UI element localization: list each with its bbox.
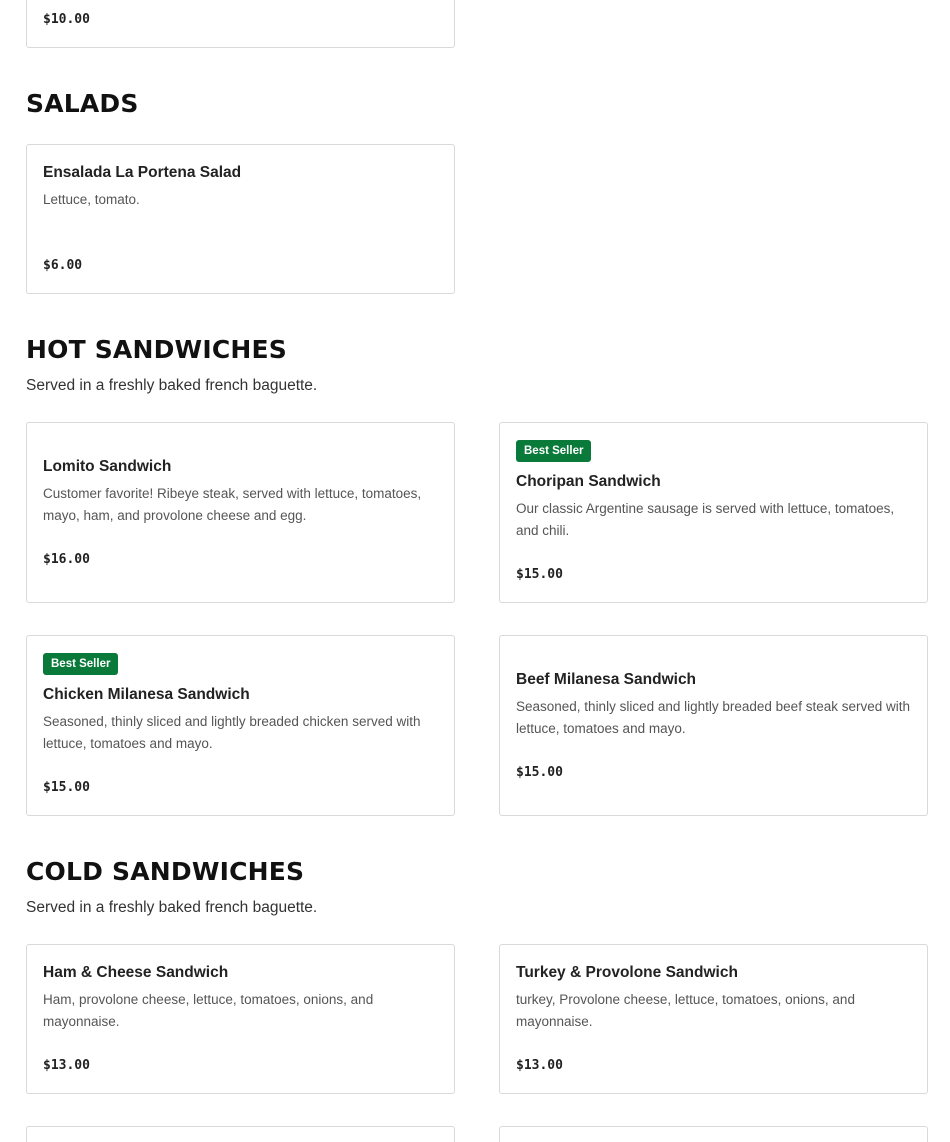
menu-item-card[interactable] xyxy=(26,635,455,816)
item-name: Lomito Sandwich xyxy=(43,458,172,475)
item-name: Turkey & Provolone Sandwich xyxy=(516,964,738,981)
item-name: Choripan Sandwich xyxy=(516,473,661,490)
section-title-cold-sandwiches: COLD SANDWICHES xyxy=(26,857,305,886)
item-description: Our classic Argentine sausage is served with lettuce, tomatoes, and chili. xyxy=(516,501,895,538)
item-price: $15.00 xyxy=(43,780,90,795)
item-price: $15.00 xyxy=(516,765,563,780)
item-description: turkey, Provolone cheese, lettuce, tomatoes, onions, and mayonnaise. xyxy=(516,992,855,1029)
item-description: Customer favorite! Ribeye steak, served with lettuce, tomatoes, mayo, ham, and provolone cheese and egg. xyxy=(43,486,422,523)
menu-item-card[interactable] xyxy=(26,1126,455,1142)
section-description: Served in a freshly baked french baguette. xyxy=(26,377,318,394)
item-description: Seasoned, thinly sliced and lightly breaded chicken served with lettuce, tomatoes and mayo. xyxy=(43,714,421,751)
menu-item-card[interactable] xyxy=(26,422,455,603)
item-name: Ham & Cheese Sandwich xyxy=(43,964,229,981)
item-description: Ham, provolone cheese, lettuce, tomatoes, onions, and mayonnaise. xyxy=(43,992,374,1029)
menu-item-card[interactable] xyxy=(26,944,455,1094)
section-title-salads: SALADS xyxy=(26,89,139,118)
item-name: Ensalada La Portena Salad xyxy=(43,164,242,181)
item-name: Chicken Milanesa Sandwich xyxy=(43,686,250,703)
menu-item-card[interactable] xyxy=(26,0,455,48)
best-seller-badge: Best Seller xyxy=(516,440,591,462)
best-seller-badge: Best Seller xyxy=(43,653,118,675)
item-description: Lettuce, tomato. xyxy=(43,192,140,207)
menu-item-card[interactable] xyxy=(499,1126,928,1142)
item-price: $6.00 xyxy=(43,258,83,273)
menu-item-card[interactable] xyxy=(499,422,928,603)
item-name: Beef Milanesa Sandwich xyxy=(516,671,697,688)
item-price: $15.00 xyxy=(516,567,563,582)
section-description: Served in a freshly baked french baguette. xyxy=(26,899,318,916)
item-description: Seasoned, thinly sliced and lightly breaded beef steak served with lettuce, tomatoes and mayo. xyxy=(516,699,910,736)
section-title-hot-sandwiches: HOT SANDWICHES xyxy=(26,335,287,364)
item-price: $13.00 xyxy=(43,1058,90,1073)
item-price: $13.00 xyxy=(516,1058,563,1073)
menu-item-card[interactable] xyxy=(499,635,928,816)
menu-item-card[interactable] xyxy=(26,144,455,294)
item-price: $16.00 xyxy=(43,552,90,567)
menu-item-card[interactable] xyxy=(499,944,928,1094)
item-price: $10.00 xyxy=(43,12,90,27)
